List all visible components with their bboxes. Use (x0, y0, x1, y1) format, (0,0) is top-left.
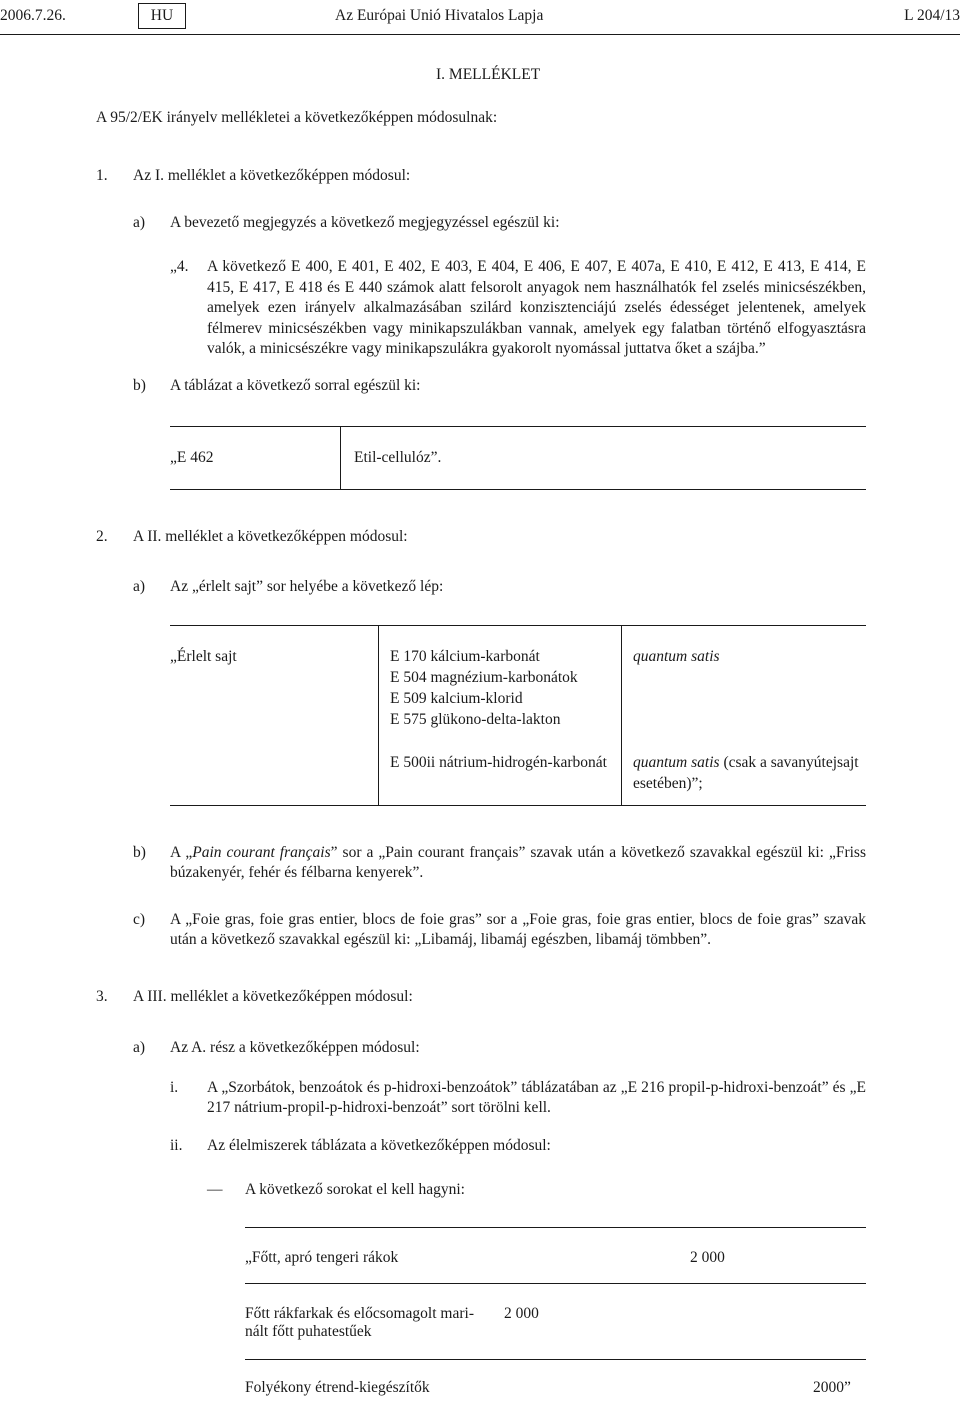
table3-row3-name: Folyékony étrend-kiegészítők (245, 1379, 430, 1396)
table2-additive-1: E 170 kálcium-karbonát (390, 648, 540, 665)
table2-level-2-line2: esetében)”; (633, 775, 703, 792)
section-1a-text: A bevezető megjegyzés a következő megjegyzéssel egészül ki: (170, 214, 560, 231)
table2-level-1: quantum satis (633, 648, 720, 665)
section-1a-label: a) (133, 214, 146, 231)
section-2a-label: a) (133, 578, 146, 595)
table1-name-cell: Etil-cellulóz”. (354, 449, 442, 466)
quote-number: „4. (170, 258, 189, 275)
section-3-number: 3. (96, 988, 108, 1005)
dash-text: A következő sorokat el kell hagyni: (245, 1181, 465, 1198)
section-2b-italic: Pain courant français (192, 844, 331, 861)
section-3a-text: Az A. rész a következőképpen módosul: (170, 1039, 420, 1056)
table3-row2-name-line2: nált főtt puhatestűek (245, 1323, 372, 1340)
section-2b-label: b) (133, 844, 146, 861)
section-3ai-text: A „Szorbátok, benzoátok és p-hidroxi-benzoátok” táblázatában az „E 216 propil-p-hidroxi-benzoát” és „E 217 nátrium-propil-p-hidroxi-benzoát” sort törölni kell. (207, 1079, 866, 1116)
table3-rule-3 (245, 1359, 866, 1360)
table2-top-rule (170, 625, 866, 626)
section-3aii-label: ii. (170, 1137, 183, 1154)
section-3aii-text: Az élelmiszerek táblázata a következőképpen módosul: (207, 1137, 551, 1154)
section-2b-text (170, 843, 866, 883)
section-1b-text: A táblázat a következő sorral egészül ki: (170, 377, 421, 394)
table1-top-rule (170, 426, 866, 427)
header-rule (0, 34, 960, 35)
section-1-text: Az I. melléklet a következőképpen módosul: (133, 167, 411, 184)
intro-text: A 95/2/EK irányelv mellékletei a következőképpen módosulnak: (96, 109, 498, 126)
section-3-text: A III. melléklet a következőképpen módosul: (133, 988, 413, 1005)
section-1b-label: b) (133, 377, 146, 394)
table2-additive-3: E 509 kalcium-klorid (390, 690, 523, 707)
table3-row1-value: 2 000 (690, 1249, 725, 1266)
section-2a-text: Az „érlelt sajt” sor helyébe a következő lép: (170, 578, 444, 595)
table3-rule-1 (245, 1227, 866, 1228)
section-2c-text: A „Foie gras, foie gras entier, blocs de foie gras” sor a „Foie gras, foie gras entier, blocs de foie gras” szavak után a következő szavakkal egészül ki: „Libamáj, libamáj egészben, libamáj tömbben”. (170, 911, 866, 948)
table1-code-cell: „E 462 (170, 449, 214, 466)
section-2b-post: ” sor a „Pain courant français” szavak után a következő szavakkal egészül ki: „Friss búzakenyér, fehér és félbarna kenyerek”. (170, 844, 866, 881)
language-badge: HU (138, 3, 186, 29)
table2-food-cell: „Érlelt sajt (170, 648, 237, 665)
table3-row3-value: 2000” (813, 1379, 851, 1396)
section-2c-label: c) (133, 911, 146, 928)
table2-level-2-rest: (csak a savanyútejsajt (719, 754, 859, 771)
table2-divider-1 (378, 625, 379, 805)
table2-level-2-italic: quantum satis (633, 754, 720, 771)
section-2-number: 2. (96, 528, 108, 545)
page-reference: L 204/13 (904, 7, 960, 24)
table2-divider-2 (621, 625, 622, 805)
table1-bottom-rule (170, 489, 866, 490)
section-2-text: A II. melléklet a következőképpen módosul: (133, 528, 408, 545)
table1-column-divider (340, 426, 341, 489)
table2-level-2-line1 (633, 753, 859, 773)
dash-marker: — (207, 1181, 223, 1198)
header-date: 2006.7.26. (0, 7, 66, 24)
table3-row1-name: „Főtt, apró tengeri rákok (245, 1249, 399, 1266)
table3-row2-value: 2 000 (504, 1305, 539, 1322)
table3-row2-name-line1: Főtt rákfarkak és előcsomagolt mari- (245, 1305, 474, 1322)
table3-rule-2 (245, 1283, 866, 1284)
journal-title: Az Európai Unió Hivatalos Lapja (335, 7, 544, 24)
table2-additive-4: E 575 glükono-delta-lakton (390, 711, 561, 728)
table2-bottom-rule (170, 805, 866, 806)
annex-title: I. MELLÉKLET (436, 66, 541, 83)
section-3ai-label: i. (170, 1079, 179, 1096)
section-1-number: 1. (96, 167, 108, 184)
section-3a-label: a) (133, 1039, 146, 1056)
section-2b-pre: A „ (170, 844, 193, 861)
table2-additive-5: E 500ii nátrium-hidrogén-karbonát (390, 754, 607, 771)
quote-text: A következő E 400, E 401, E 402, E 403, E 404, E 406, E 407, E 407a, E 410, E 412, E 413, E 414, E 415, E 417, E 418 és E 440 számok alatt felsorolt anyagok nem használhatók fel zselés minicsészékben, amelyek ezen irányelv alkalmazásában szilárd konzisztenciájú zselés édességet jelentenek, amelyek félmerev minicsészékben vagy minikapszulákban vannak, amelyek egy falatban történő elfogyasztásra valók, a minicsészékre vagy minikapszulákra gyakorolt nyomással juttatva őket a szájba.” (207, 258, 866, 357)
table2-additive-2: E 504 magnézium-karbonátok (390, 669, 578, 686)
